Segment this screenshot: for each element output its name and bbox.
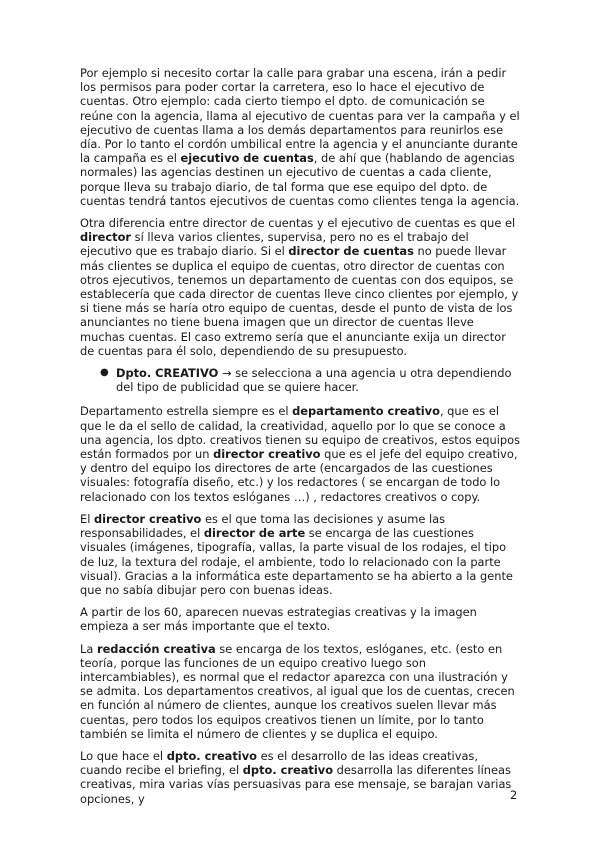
- text-run: , que es el que le da el sello de calidad, la creatividad, aquello por lo que se conoce a una agencia, los dpto. creativos tienen su equipo de creativos, estos equipos están formados por un: [80, 404, 521, 462]
- paragraph: [80, 404, 520, 503]
- paragraph: [80, 605, 520, 633]
- bold-term: ejecutivo de cuentas: [180, 151, 314, 166]
- text-run: desarrolla las diferentes líneas creativas, mira varias vías persuasivas para ese mensaje, se barajan varias opciones, y: [80, 763, 512, 806]
- bold-term: dpto. creativo: [242, 763, 334, 778]
- paragraph: [80, 512, 520, 597]
- text-run: A partir de los 60, aparecen nuevas estrategias creativas y la imagen empieza a ser más importante que el texto.: [80, 605, 477, 634]
- paragraph: [80, 642, 520, 741]
- text-run: se encarga de los textos, eslóganes, etc. (esto en teoría, porque las funciones de un equipo creativo luego son intercambiables), es normal que el redactor aparezca con una ilustración y se admita. Los departamentos creativos, al igual que los de cuentas, crecen en función al número de clientes, aunque los creativos suelen llevar más cuentas, pero todos los equipos creativos tienen un límite, por lo tanto también se limita el número de clientes y se duplica el equipo.: [80, 641, 515, 741]
- bold-term: director creativo: [213, 447, 321, 462]
- text-run: no puede llevar más clientes se duplica el equipo de cuentas, otro director de cuentas con otros ejecutivos, tenemos un departamento de cuentas con dos equipos, se establecería que cada director de cuentas lleve cinco clientes por ejemplo, y si tiene más se haría otro equipo de cuentas, desde el punto de vista de los anunciantes no tiene buena imagen que un director de cuentas lleve muchas cuentas. El caso extremo sería que el anunciante exija un director de cuentas para él solo, dependiendo de su presupuesto.: [80, 244, 519, 358]
- bold-term: dpto. creativo: [166, 748, 257, 763]
- text-run: sí lleva varios clientes, supervisa, pero no es el trabajo del ejecutivo que es trabajo diario. Si el: [80, 230, 469, 259]
- bold-term: director creativo: [93, 511, 202, 526]
- page-number: 2: [510, 788, 518, 802]
- text-run: → se selecciona a una agencia u otra dependiendo del tipo de publicidad que se quiere hacer.: [116, 366, 512, 395]
- text-run: Por ejemplo si necesito cortar la calle para grabar una escena, irán a pedir los permisos para poder cortar la carretera, eso lo hace el ejecutivo de cuentas. Otro ejemplo: cada cierto tiempo el dpto. de comunicación se reúne con la agencia, llama al ejecutivo de cuentas para ver la campaña y el ejecutivo de cuentas llama a los demás departamentos para reunirlos ese día. Por lo tanto el cordón umbilical entre la agencia y el anunciante durante la campaña es el: [80, 66, 520, 166]
- text-run: La: [80, 641, 97, 656]
- bold-term: departamento creativo: [292, 404, 440, 419]
- paragraph: [80, 216, 520, 358]
- bullet-dot-icon: ●: [100, 367, 109, 379]
- document-body: [80, 66, 520, 814]
- bold-term: director: [80, 230, 132, 245]
- bold-term: director de arte: [203, 526, 306, 541]
- bold-term: redacción creativa: [96, 641, 216, 656]
- paragraph: [80, 749, 520, 806]
- text-run: El: [80, 511, 94, 526]
- text-run: Departamento estrella siempre es el: [80, 404, 293, 419]
- text-run: es el desarrollo de las ideas creativas, cuando recibe el briefing, el: [80, 748, 478, 778]
- bullet-text: [116, 366, 520, 394]
- text-run: Otra diferencia entre director de cuentas y el ejecutivo de cuentas es que el: [80, 216, 516, 231]
- text-run: se encarga de las cuestiones visuales (imágenes, tipografía, vallas, la parte visual de los rodajes, el tipo de luz, la textura del rodaje, el ambiente, todo lo relacionado con la parte visual). Gracias a la informática este departamento se ha abierto a la gente que no sabía dibujar pero con buenas ideas.: [80, 526, 513, 597]
- bullet-item: [80, 366, 520, 394]
- bold-term: Dpto. CREATIVO: [116, 366, 219, 381]
- bold-term: director de cuentas: [288, 244, 414, 259]
- paragraph: [80, 66, 520, 208]
- text-run: Lo que hace el: [80, 748, 167, 763]
- text-run: , de ahí que (hablando de agencias normales) las agencias destinen un ejecutivo de cuentas a cada cliente, porque lleva su trabajo diario, de tal forma que ese equipo del dpto. de cuentas tendrá tantos ejecutivos de cuentas como clientes tenga la agencia.: [80, 151, 520, 208]
- text-run: es el que toma las decisiones y asume las responsabilidades, el: [80, 511, 446, 541]
- text-run: que es el jefe del equipo creativo, y dentro del equipo los directores de arte (encargados de las cuestiones visuales: fotografía diseño, etc.) y los redactores ( se encargan de todo lo relacionado con los textos eslóganes …) , redactores creativos o copy.: [80, 447, 518, 504]
